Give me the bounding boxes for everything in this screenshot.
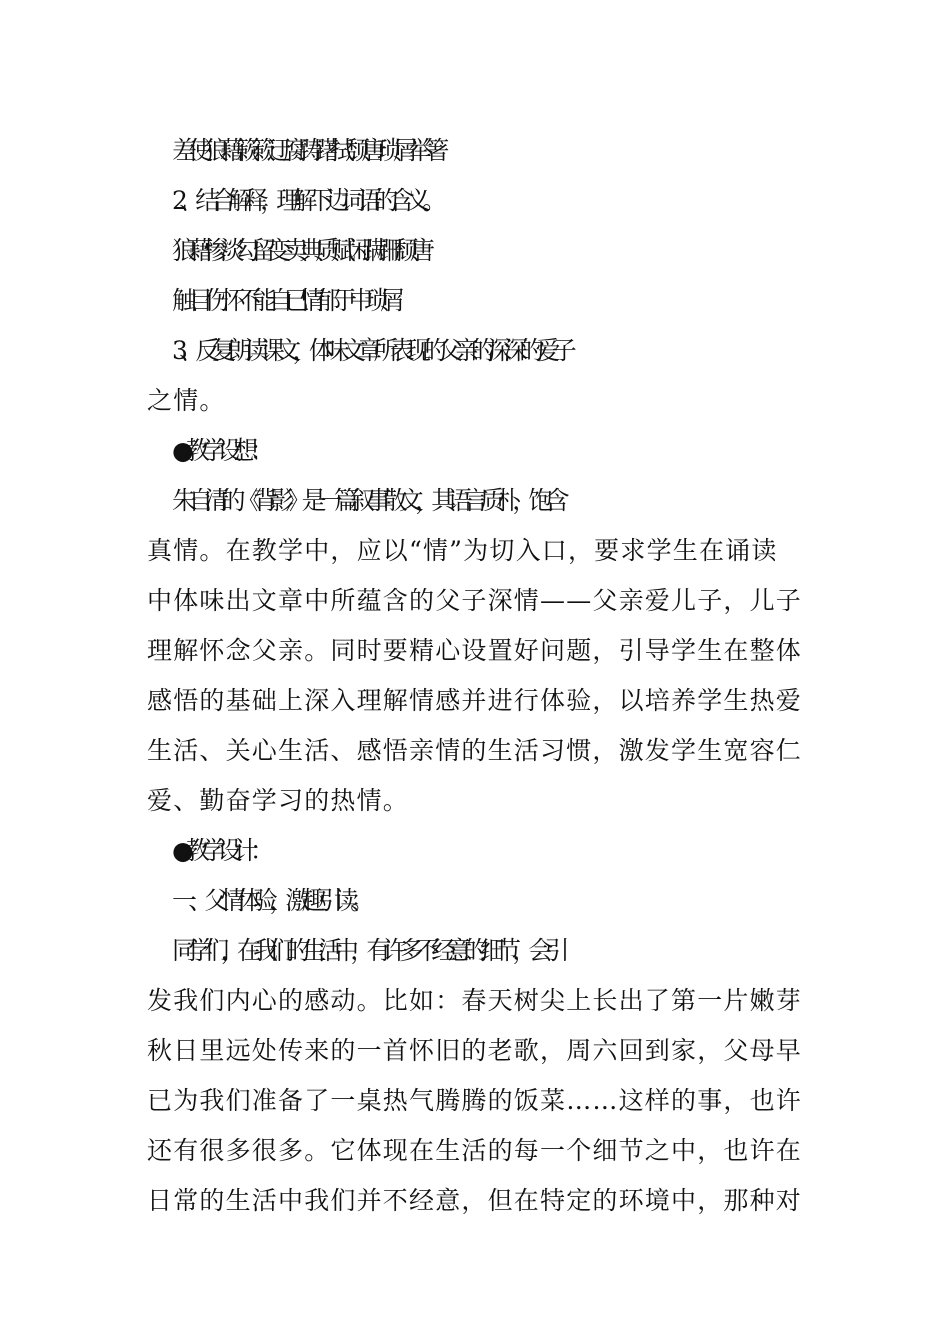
task-heading-2: 2、结合解释，理解下边词语的含义。 [172,186,439,215]
paragraph-line: 还有很多很多。它体现在生活的每一个细节之中，也许在 [147,1136,803,1165]
paragraph-line: 同学们，在我们的生活中，有许多不经意的细节，会引 [172,936,561,965]
paragraph-line: 生活、关心生活、感悟亲情的生活习惯，激发学生宽容仁 [147,736,803,765]
task-heading-3: 3、反复朗读课文，体味文章所表现的父亲的深深的爱子 [172,336,568,365]
step-heading: 一、父情体验，激趣引读。 [172,886,367,915]
section-heading: ●教学设计： [172,836,267,865]
paragraph-line: 朱自清的《背影》是一篇叙事散文，其语言质朴，饱含 [172,486,561,515]
paragraph-line: 发我们内心的感动。比如：春天树尖上长出了第一片嫩芽 [147,986,803,1015]
paragraph-line: 真情。在教学中，应以“情”为切入口，要求学生在诵读 [147,536,778,565]
paragraph-line: 已为我们准备了一桌热气腾腾的饭菜……这样的事，也许 [147,1086,803,1115]
paragraph-line: 理解怀念父亲。同时要精心设置好问题，引导学生在整体 [147,636,803,665]
vocabulary-line: 差使 狼藉 簌簌 迂腐 踌躇 拭 颓唐 琐屑 举箸 [172,136,441,165]
vocabulary-line: 触目伤怀 不能自已 情郁于中 琐屑 [172,286,397,315]
paragraph-line: 秋日里远处传来的一首怀旧的老歌，周六回到家，父母早 [147,1036,803,1065]
vocabulary-line: 狼藉 惨淡 勾留 变卖典质 赋闲 蹒跚 颓唐 [172,236,427,265]
paragraph-line: 日常的生活中我们并不经意，但在特定的环境中，那种对 [147,1186,803,1215]
paragraph-line: 爱、勤奋学习的热情。 [147,786,410,815]
section-heading: ●教学设想： [172,436,267,465]
paragraph-line: 中体味出文章中所蕴含的父子深情——父亲爱儿子，儿子 [147,586,803,615]
paragraph-line: 感悟的基础上深入理解情感并进行体验，以培养学生热爱 [147,686,803,715]
paragraph-line: 之情。 [147,386,226,415]
